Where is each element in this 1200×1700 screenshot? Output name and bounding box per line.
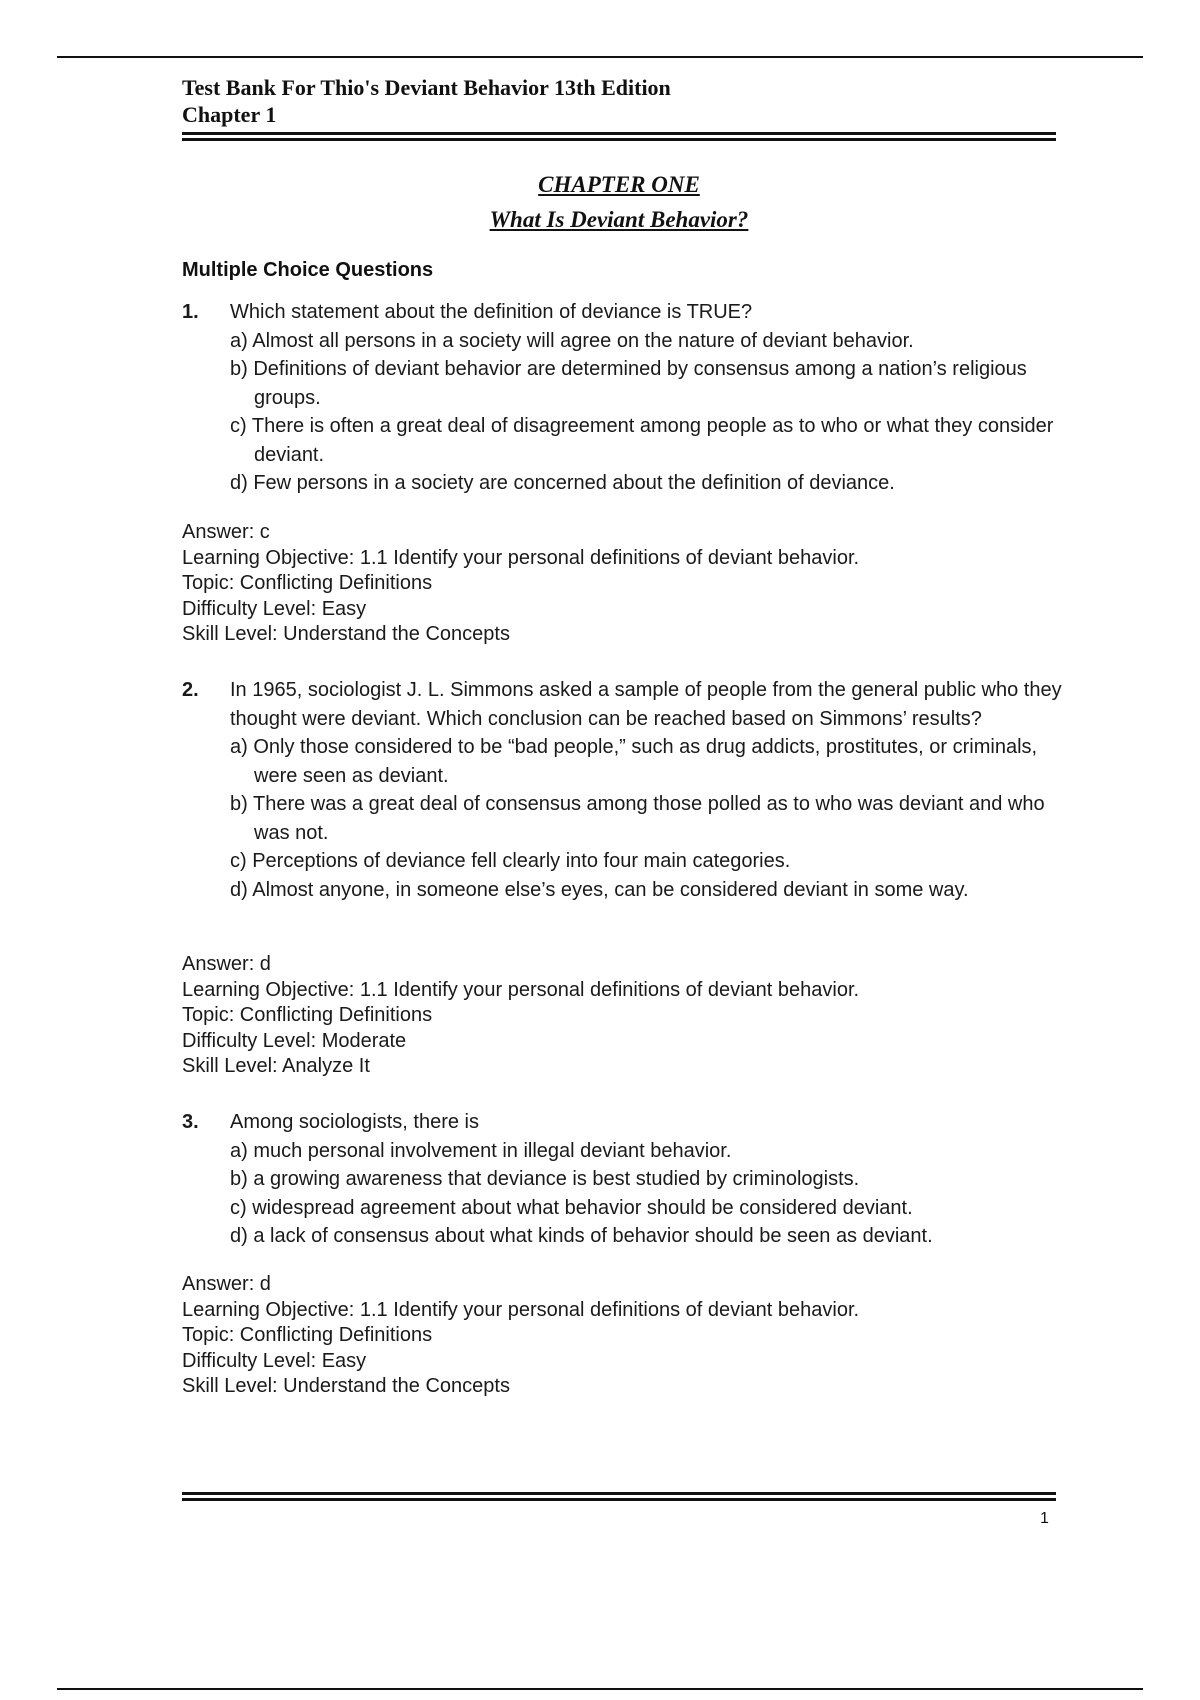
question-3-metadata <box>182 1272 859 1400</box>
option-a: a) much personal involvement in illegal deviant behavior. <box>230 1139 732 1162</box>
option-a: a) Only those considered to be “bad people,” such as drug addicts, prostitutes, or criminals, were seen as deviant. <box>230 736 1038 787</box>
document-header <box>182 74 671 128</box>
header-chapter: Chapter 1 <box>182 102 277 127</box>
footer-divider <box>182 1492 1056 1501</box>
difficulty-level: Difficulty Level: Easy <box>182 597 367 620</box>
question-stem: Among sociologists, there is <box>230 1111 480 1133</box>
answer: Answer: d <box>182 1273 271 1295</box>
question-number: 3. <box>182 1111 199 1133</box>
header-title: Test Bank For Thio's Deviant Behavior 13th Edition <box>182 75 671 100</box>
skill-level: Skill Level: Understand the Concepts <box>182 623 510 645</box>
page-bottom-border <box>57 1688 1143 1690</box>
difficulty-level: Difficulty Level: Easy <box>182 1349 367 1372</box>
difficulty-level: Difficulty Level: Moderate <box>182 1029 407 1052</box>
answer: Answer: d <box>182 953 271 975</box>
answer: Answer: c <box>182 521 270 543</box>
option-b: b) Definitions of deviant behavior are determined by consensus among a nation’s religious groups. <box>230 358 1027 409</box>
option-b: b) There was a great deal of consensus among those polled as to who was deviant and who was not. <box>230 793 1045 844</box>
option-c: c) widespread agreement about what behavior should be considered deviant. <box>230 1196 913 1219</box>
option-d: d) a lack of consensus about what kinds of behavior should be seen as deviant. <box>230 1225 933 1247</box>
option-a: a) Almost all persons in a society will agree on the nature of deviant behavior. <box>230 329 914 352</box>
chapter-subtitle: What Is Deviant Behavior? <box>489 207 749 232</box>
question-stem: In 1965, sociologist J. L. Simmons asked a sample of people from the general public who they thought were deviant. Which conclusion can be reached based on Simmons’ results? <box>230 679 1062 730</box>
question-2 <box>182 676 1082 904</box>
learning-objective: Learning Objective: 1.1 Identify your personal definitions of deviant behavior. <box>182 546 860 569</box>
option-d: d) Few persons in a society are concerned about the definition of deviance. <box>230 472 895 494</box>
question-number: 1. <box>182 301 199 323</box>
question-1-metadata <box>182 520 859 648</box>
header-divider <box>182 132 1056 141</box>
option-b: b) a growing awareness that deviance is best studied by criminologists. <box>230 1168 860 1190</box>
question-stem: Which statement about the definition of deviance is TRUE? <box>230 301 753 323</box>
option-c: c) There is often a great deal of disagreement among people as to who or what they consider deviant. <box>230 415 1054 466</box>
learning-objective: Learning Objective: 1.1 Identify your personal definitions of deviant behavior. <box>182 1298 860 1321</box>
page-top-border <box>57 56 1143 58</box>
skill-level: Skill Level: Analyze It <box>182 1055 370 1077</box>
skill-level: Skill Level: Understand the Concepts <box>182 1375 510 1397</box>
question-2-metadata <box>182 952 859 1080</box>
page-number: 1 <box>1040 1510 1049 1527</box>
question-number: 2. <box>182 679 199 701</box>
option-c: c) Perceptions of deviance fell clearly into four main categories. <box>230 850 791 872</box>
topic: Topic: Conflicting Definitions <box>182 572 433 594</box>
topic: Topic: Conflicting Definitions <box>182 1004 433 1026</box>
question-1 <box>182 298 1082 498</box>
topic: Topic: Conflicting Definitions <box>182 1324 433 1346</box>
option-d: d) Almost anyone, in someone else’s eyes, can be considered deviant in some way. <box>230 878 969 901</box>
learning-objective: Learning Objective: 1.1 Identify your personal definitions of deviant behavior. <box>182 978 860 1001</box>
chapter-title: CHAPTER ONE <box>538 172 700 197</box>
question-3 <box>182 1108 1082 1251</box>
section-heading: Multiple Choice Questions <box>182 259 434 281</box>
